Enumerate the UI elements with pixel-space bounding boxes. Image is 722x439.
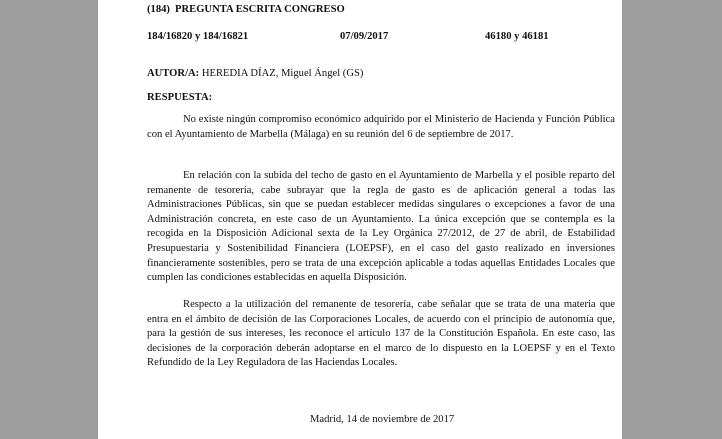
header-code: (184) [147,4,170,15]
header-refs: 184/16820 y 184/16821 [147,31,249,42]
author-label: AUTOR/A: [147,68,200,79]
paragraph-1: No existe ningún compromiso económico adquirido por el Ministerio de Hacienda y Función Pública con el Ayuntamiento de Marbella (Málaga) en su reunión del 6 de septiembre de 2017. [147,114,615,140]
response-label: RESPUESTA: [147,92,213,103]
document-page [98,0,622,439]
header-numbers: 46180 y 46181 [485,31,549,42]
author-name: HEREDIA DÍAZ, Miguel Ángel (GS) [201,68,364,79]
paragraph-3: Respecto a la utilización del remanente de tesorería, cabe señalar que se trata de una materia que entra en el ámbito de decisión de las Corporaciones Locales, de acuerdo con el principio de autonomía que, para la gestión de sus intereses, les reconoce el artículo 137 de la Constitución Española. En este caso, las decisiones de la corporación deberán adoptarse en el marco de lo dispuesto en la LOEPSF y en el Texto Refundido de la Ley Reguladora de las Haciendas Locales. [147,299,615,369]
signature-date: Madrid, 14 de noviembre de 2017 [310,414,455,425]
paragraph-2: En relación con la subida del techo de gasto en el Ayuntamiento de Marbella y el posible reparto del remanente de tesorería, cabe subrayar que la regla de gasto es de aplicación general a todas las Administraciones Públicas, sin que se puedan establecer medidas singulares o excepciones a favor de una Administración concreta, en este caso de un Ayuntamiento. La única excepción que se contempla es la recogida en la Disposición Adicional sexta de la Ley Orgánica 27/2012, de 27 de abril, de Estabilidad Presupuestaria y Sostenibilidad Financiera (LOEPSF), en el caso del gasto realizado en inversiones financieramente sostenibles, pero se trata de una excepción aplicable a todas aquellas Entidades Locales que cumplen las condiciones establecidas en aquella Disposición. [147,170,615,284]
header-title: PREGUNTA ESCRITA CONGRESO [175,4,345,15]
header-date: 07/09/2017 [340,31,389,42]
author-line [147,68,363,79]
